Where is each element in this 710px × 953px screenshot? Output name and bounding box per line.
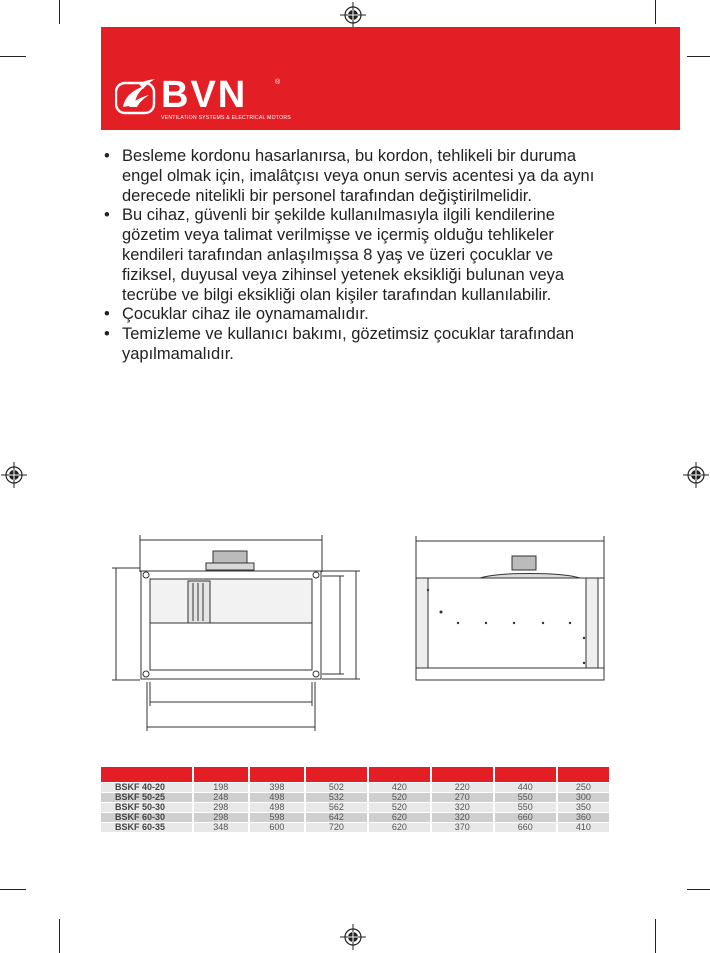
table-cell: 600 [249, 823, 305, 833]
table-row [101, 803, 609, 813]
table-cell: 498 [249, 793, 305, 803]
table-row [101, 793, 609, 803]
bullet-icon: • [104, 325, 110, 344]
table-cell: 532 [305, 793, 368, 803]
table-header-cell [249, 767, 305, 783]
table-cell: 348 [193, 823, 249, 833]
brand-name: BVN [161, 74, 248, 116]
table-cell: 502 [305, 783, 368, 793]
table-header-cell [368, 767, 431, 783]
table-cell: 220 [431, 783, 494, 793]
note-text: Çocuklar cihaz ile oynamamalıdır. [122, 305, 369, 324]
table-cell: 250 [557, 783, 609, 793]
table-header-cell [557, 767, 609, 783]
table-cell: 660 [494, 823, 557, 833]
table-cell: 598 [249, 813, 305, 823]
table-cell: 562 [305, 803, 368, 813]
table-cell: 660 [494, 813, 557, 823]
fan-front-view-drawing [112, 535, 360, 731]
table-header-cell [431, 767, 494, 783]
note-text: Besleme kordonu hasarlanırsa, bu kordon, tehlikeli bir duruma engel olmak için, imalâtçısı veya onun servis acentesi ya da aynı derecede nitelikli bir personel tarafından değiştirilmelidir. [122, 147, 595, 205]
table-cell: 620 [368, 813, 431, 823]
fan-side-view-dots [427, 589, 585, 664]
table-cell: 298 [193, 803, 249, 813]
model-cell: BSKF 60-30 [101, 813, 193, 823]
model-cell: BSKF 50-25 [101, 793, 193, 803]
table-cell: 720 [305, 823, 368, 833]
table-cell: 198 [193, 783, 249, 793]
table-cell: 620 [368, 823, 431, 833]
table-cell: 550 [494, 803, 557, 813]
table-header-cell [193, 767, 249, 783]
table-cell: 520 [368, 793, 431, 803]
registered-mark: ® [275, 79, 281, 86]
table-cell: 520 [368, 803, 431, 813]
table-cell: 350 [557, 803, 609, 813]
table-cell: 270 [431, 793, 494, 803]
table-header-cell [101, 767, 193, 783]
spec-table [101, 767, 609, 832]
fan-side-view-drawing [416, 536, 604, 680]
table-cell: 360 [557, 813, 609, 823]
table-cell: 320 [431, 803, 494, 813]
bullet-icon: • [104, 206, 110, 225]
table-cell: 300 [557, 793, 609, 803]
table-cell: 398 [249, 783, 305, 793]
table-header-cell [494, 767, 557, 783]
model-cell: BSKF 40-20 [101, 783, 193, 793]
model-cell: BSKF 50-30 [101, 803, 193, 813]
table-cell: 410 [557, 823, 609, 833]
table-header-cell [305, 767, 368, 783]
bullet-icon: • [104, 147, 110, 165]
table-row [101, 783, 609, 793]
table-row [101, 823, 609, 833]
bullet-icon: • [104, 305, 110, 324]
table-cell: 498 [249, 803, 305, 813]
note-text: Bu cihaz, güvenli bir şekilde kullanılmasıyla ilgili kendilerine gözetim veya talimat verilmişse ve içermiş olduğu tehlikeler kendileri tarafından anlaşılmışsa 8 yaş ve üzeri çocuklar ve fiziksel, duyusal veya zihinsel yetenek eksikliği bulunan veya tecrübe ve bilgi eksikliği olan kişiler tarafından kullanılabilir. [122, 206, 565, 304]
table-cell: 320 [431, 813, 494, 823]
table-row [101, 813, 609, 823]
table-cell: 248 [193, 793, 249, 803]
table-cell: 550 [494, 793, 557, 803]
table-cell: 440 [494, 783, 557, 793]
note-text: Temizleme ve kullanıcı bakımı, gözetimsiz çocuklar tarafından yapılmamalıdır. [122, 325, 575, 363]
table-header-row [101, 767, 609, 783]
brand-tagline: VENTILATION SYSTEMS & ELECTRICAL MOTORS [161, 115, 291, 121]
model-cell: BSKF 60-35 [101, 823, 193, 833]
table-cell: 420 [368, 783, 431, 793]
table-cell: 642 [305, 813, 368, 823]
table-cell: 298 [193, 813, 249, 823]
table-cell: 370 [431, 823, 494, 833]
